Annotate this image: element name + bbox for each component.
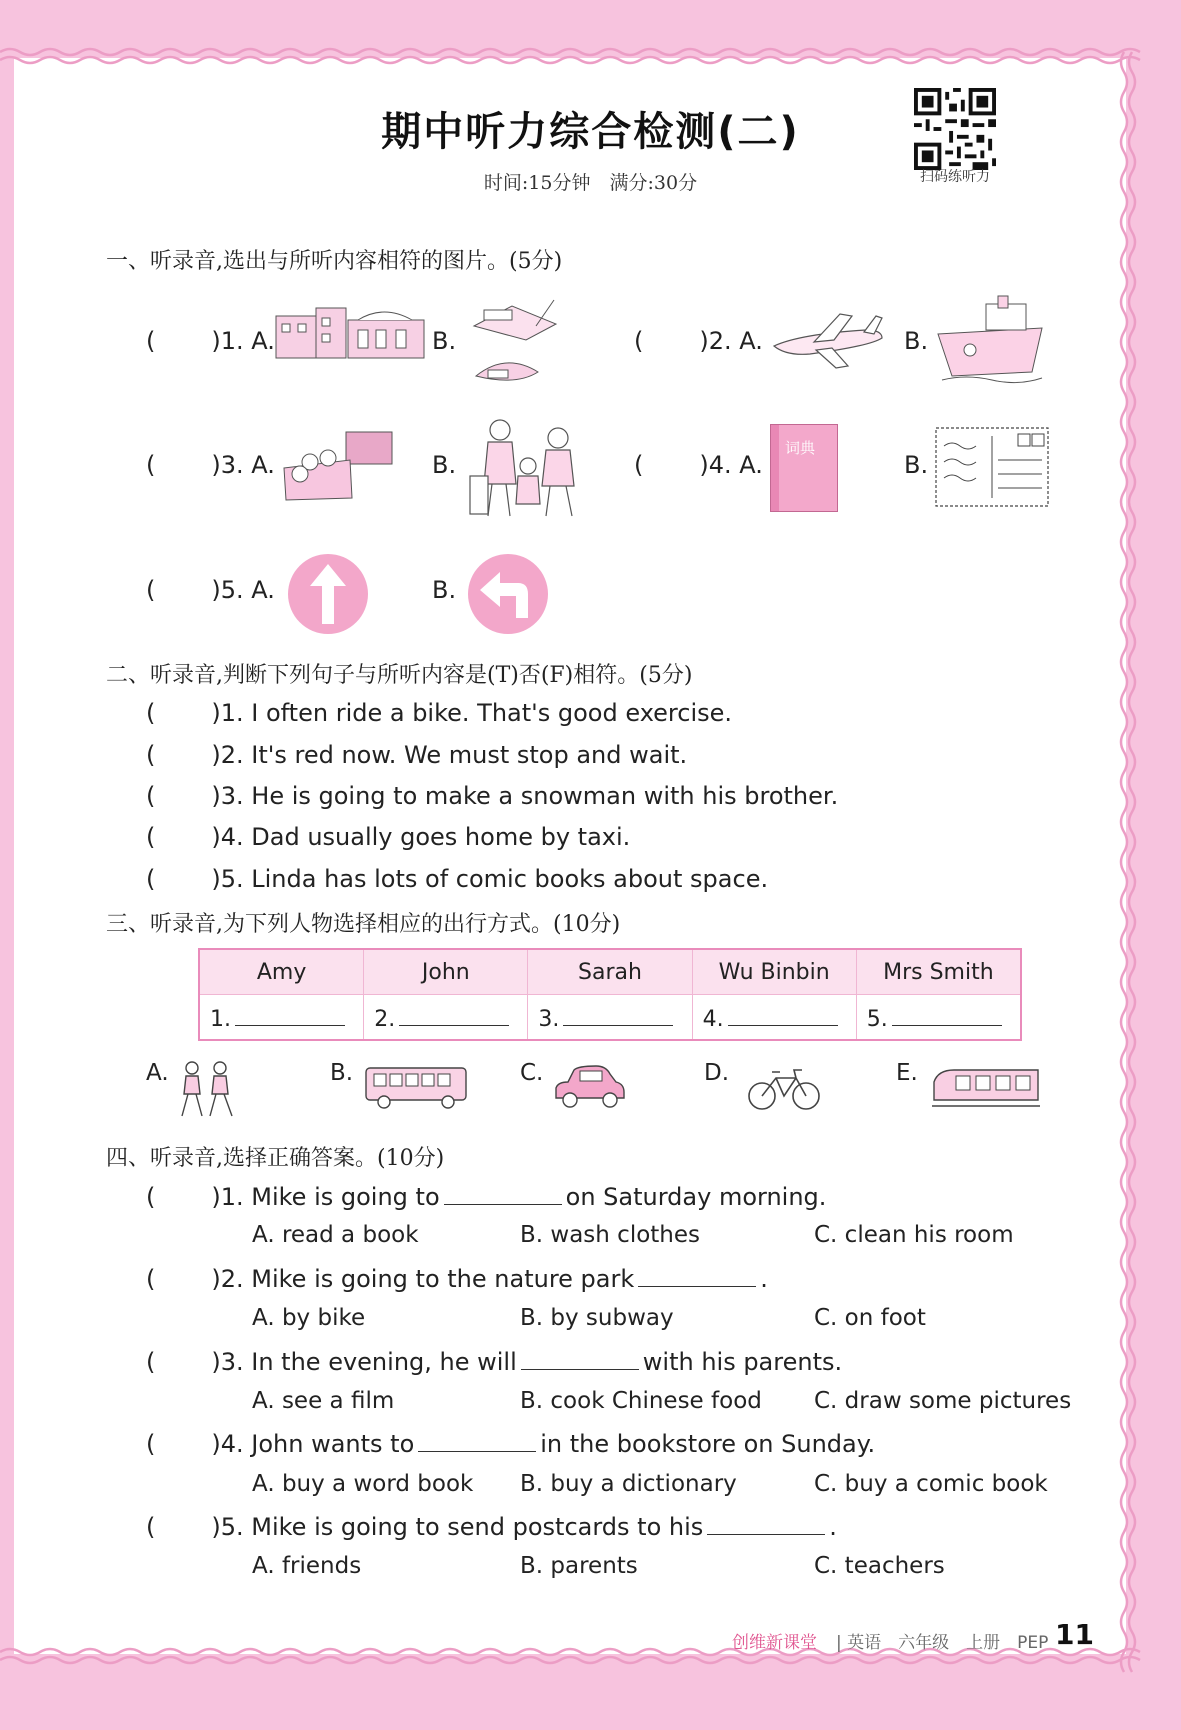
s2-q4 xyxy=(146,823,630,851)
section1-heading: 一、听录音,选出与所听内容相符的图片。(5分) xyxy=(106,249,563,274)
s2-q2 xyxy=(146,741,687,769)
fill-blank[interactable] xyxy=(638,1264,756,1287)
postcard-illustration[interactable] xyxy=(934,426,1050,508)
s4-q4-b[interactable]: B. buy a dictionary xyxy=(520,1471,737,1497)
answer-paren[interactable]: ( xyxy=(634,451,644,479)
s4-q5-b[interactable]: B. parents xyxy=(520,1553,638,1579)
blank-number: 3. xyxy=(538,1006,560,1032)
s4-q4 xyxy=(146,1429,875,1458)
s1-q5-label: )5. A. xyxy=(211,576,275,604)
s4-q2-pre: )2. Mike is going to the nature park xyxy=(211,1265,635,1293)
family-travel-illustration[interactable] xyxy=(466,414,582,520)
answer-paren[interactable]: ( xyxy=(146,1430,156,1458)
s4-q4-a[interactable]: A. buy a word book xyxy=(252,1471,474,1497)
answer-paren[interactable]: ( xyxy=(146,327,156,355)
s4-q2-c[interactable]: C. on foot xyxy=(814,1305,926,1331)
s4-q5-a[interactable]: A. friends xyxy=(252,1553,362,1579)
plane-illustration[interactable] xyxy=(770,306,886,372)
travel-table xyxy=(198,948,1022,1041)
answer-paren[interactable]: ( xyxy=(146,1348,156,1376)
s4-q3-b[interactable]: B. cook Chinese food xyxy=(520,1388,762,1414)
answer-paren[interactable]: ( xyxy=(146,576,156,604)
walking-people-icon[interactable] xyxy=(174,1060,238,1118)
s4-q3 xyxy=(146,1347,842,1376)
s4-q3-c[interactable]: C. draw some pictures xyxy=(814,1388,1072,1414)
s1-q4 xyxy=(634,451,763,479)
option-c-label: C. xyxy=(520,1060,544,1086)
blank-number: 1. xyxy=(210,1006,231,1032)
dictionary-title: 词典 xyxy=(785,439,816,457)
answer-paren[interactable]: ( xyxy=(146,699,156,727)
s2-q4-text: )4. Dad usually goes home by taxi. xyxy=(211,823,631,851)
s2-q5 xyxy=(146,865,768,893)
bicycle-icon[interactable] xyxy=(746,1066,822,1112)
s4-q1-b[interactable]: B. wash clothes xyxy=(520,1222,701,1248)
qr-caption: 扫码练听力 xyxy=(920,169,990,185)
s1-q4-label: )4. A. xyxy=(699,451,763,479)
dictionary-illustration[interactable] xyxy=(770,424,838,512)
qr-code-icon[interactable] xyxy=(914,88,996,170)
s4-q1-c[interactable]: C. clean his room xyxy=(814,1222,1014,1248)
name-cell: Amy xyxy=(199,949,364,995)
s4-q5-post: . xyxy=(829,1513,837,1541)
name-cell: Sarah xyxy=(528,949,692,995)
name-cell: Wu Binbin xyxy=(692,949,856,995)
answer-paren[interactable]: ( xyxy=(146,1513,156,1541)
answer-paren[interactable]: ( xyxy=(146,823,156,851)
buildings-illustration[interactable] xyxy=(272,300,428,362)
section4-heading: 四、听录音,选择正确答案。(10分) xyxy=(106,1146,445,1171)
s4-q1-a[interactable]: A. read a book xyxy=(252,1222,419,1248)
page-number: 11 xyxy=(1055,1618,1094,1651)
answer-paren[interactable]: ( xyxy=(146,741,156,769)
s1-q1-label: )1. A. xyxy=(211,327,275,355)
blank-number: 2. xyxy=(374,1006,396,1032)
option-d-label: D. xyxy=(704,1060,730,1086)
answer-paren[interactable]: ( xyxy=(146,782,156,810)
museum-park-illustration[interactable] xyxy=(466,296,566,388)
s2-q5-text: )5. Linda has lots of comic books about space. xyxy=(211,865,769,893)
s4-q2-post: . xyxy=(760,1265,768,1293)
s4-q1-pre: )1. Mike is going to xyxy=(211,1183,440,1211)
answer-paren[interactable]: ( xyxy=(634,327,644,355)
s2-q1-text: )1. I often ride a bike. That's good exercise. xyxy=(211,699,733,727)
s1-q4-b: B. xyxy=(904,451,929,479)
s4-q2-b[interactable]: B. by subway xyxy=(520,1305,674,1331)
answer-paren[interactable]: ( xyxy=(146,865,156,893)
option-e-label: E. xyxy=(896,1060,918,1086)
train-icon[interactable] xyxy=(930,1066,1042,1110)
fill-blank[interactable] xyxy=(707,1512,825,1535)
section3-heading: 三、听录音,为下列人物选择相应的出行方式。(10分) xyxy=(106,912,621,937)
s2-q2-text: )2. It's red now. We must stop and wait. xyxy=(211,741,688,769)
answer-paren[interactable]: ( xyxy=(146,451,156,479)
ship-illustration[interactable] xyxy=(936,294,1048,386)
footer-brand: 创维新课堂 xyxy=(732,1633,817,1653)
name-cell: John xyxy=(364,949,528,995)
page-title: 期中听力综合检测(二) xyxy=(381,109,800,155)
s4-q1 xyxy=(146,1182,826,1211)
time-score-info: 时间:15分钟 满分:30分 xyxy=(483,172,698,194)
s1-q2-label: )2. A. xyxy=(699,327,763,355)
s1-q1 xyxy=(146,327,275,355)
s4-q3-a[interactable]: A. see a film xyxy=(252,1388,395,1414)
s1-q3-label: )3. A. xyxy=(211,451,275,479)
footer-info: | 英语 六年级 上册 PEP xyxy=(836,1633,1049,1653)
blank-number: 4. xyxy=(702,1006,724,1032)
s1-q5 xyxy=(146,576,275,604)
name-cell: Mrs Smith xyxy=(856,949,1021,995)
car-icon[interactable] xyxy=(552,1062,628,1112)
s2-q3-text: )3. He is going to make a snowman with his brother. xyxy=(211,782,839,810)
cinema-illustration[interactable] xyxy=(280,428,396,502)
book-spine xyxy=(771,425,779,511)
answer-paren[interactable]: ( xyxy=(146,1183,156,1211)
s4-q1-post: on Saturday morning. xyxy=(565,1183,827,1211)
fill-blank[interactable] xyxy=(418,1429,536,1452)
answer-paren[interactable]: ( xyxy=(146,1265,156,1293)
s1-q5-b: B. xyxy=(432,576,457,604)
s4-q4-pre: )4. John wants to xyxy=(211,1430,415,1458)
fill-blank[interactable] xyxy=(521,1347,639,1370)
turn-left-sign[interactable] xyxy=(466,552,550,636)
s1-q3-b: B. xyxy=(432,451,457,479)
s2-q1 xyxy=(146,699,732,727)
fill-blank[interactable] xyxy=(444,1182,562,1205)
option-b-label: B. xyxy=(330,1060,354,1086)
s1-q2 xyxy=(634,327,763,355)
blank-cell[interactable] xyxy=(528,995,692,1041)
s4-q5-pre: )5. Mike is going to send postcards to his xyxy=(211,1513,704,1541)
s4-q4-post: in the bookstore on Sunday. xyxy=(540,1430,876,1458)
s1-q1-b: B. xyxy=(432,327,457,355)
s4-q3-pre: )3. In the evening, he will xyxy=(211,1348,517,1376)
arrow-up-sign[interactable] xyxy=(286,552,370,636)
s4-q5 xyxy=(146,1512,837,1541)
blank-cell[interactable] xyxy=(199,995,364,1041)
s1-q2-b: B. xyxy=(904,327,929,355)
blank-cell[interactable] xyxy=(692,995,856,1041)
s1-q3 xyxy=(146,451,275,479)
bus-icon[interactable] xyxy=(364,1066,468,1110)
s4-q2 xyxy=(146,1264,768,1293)
s2-q3 xyxy=(146,782,838,810)
s4-q4-c[interactable]: C. buy a comic book xyxy=(814,1471,1048,1497)
s4-q2-a[interactable]: A. by bike xyxy=(252,1305,366,1331)
blank-cell[interactable] xyxy=(364,995,528,1041)
blank-number: 5. xyxy=(866,1006,888,1032)
option-a-label: A. xyxy=(146,1060,169,1086)
s4-q3-post: with his parents. xyxy=(642,1348,843,1376)
section2-heading: 二、听录音,判断下列句子与所听内容是(T)否(F)相符。(5分) xyxy=(106,663,693,688)
s4-q5-c[interactable]: C. teachers xyxy=(814,1553,945,1579)
blank-cell[interactable] xyxy=(856,995,1021,1041)
